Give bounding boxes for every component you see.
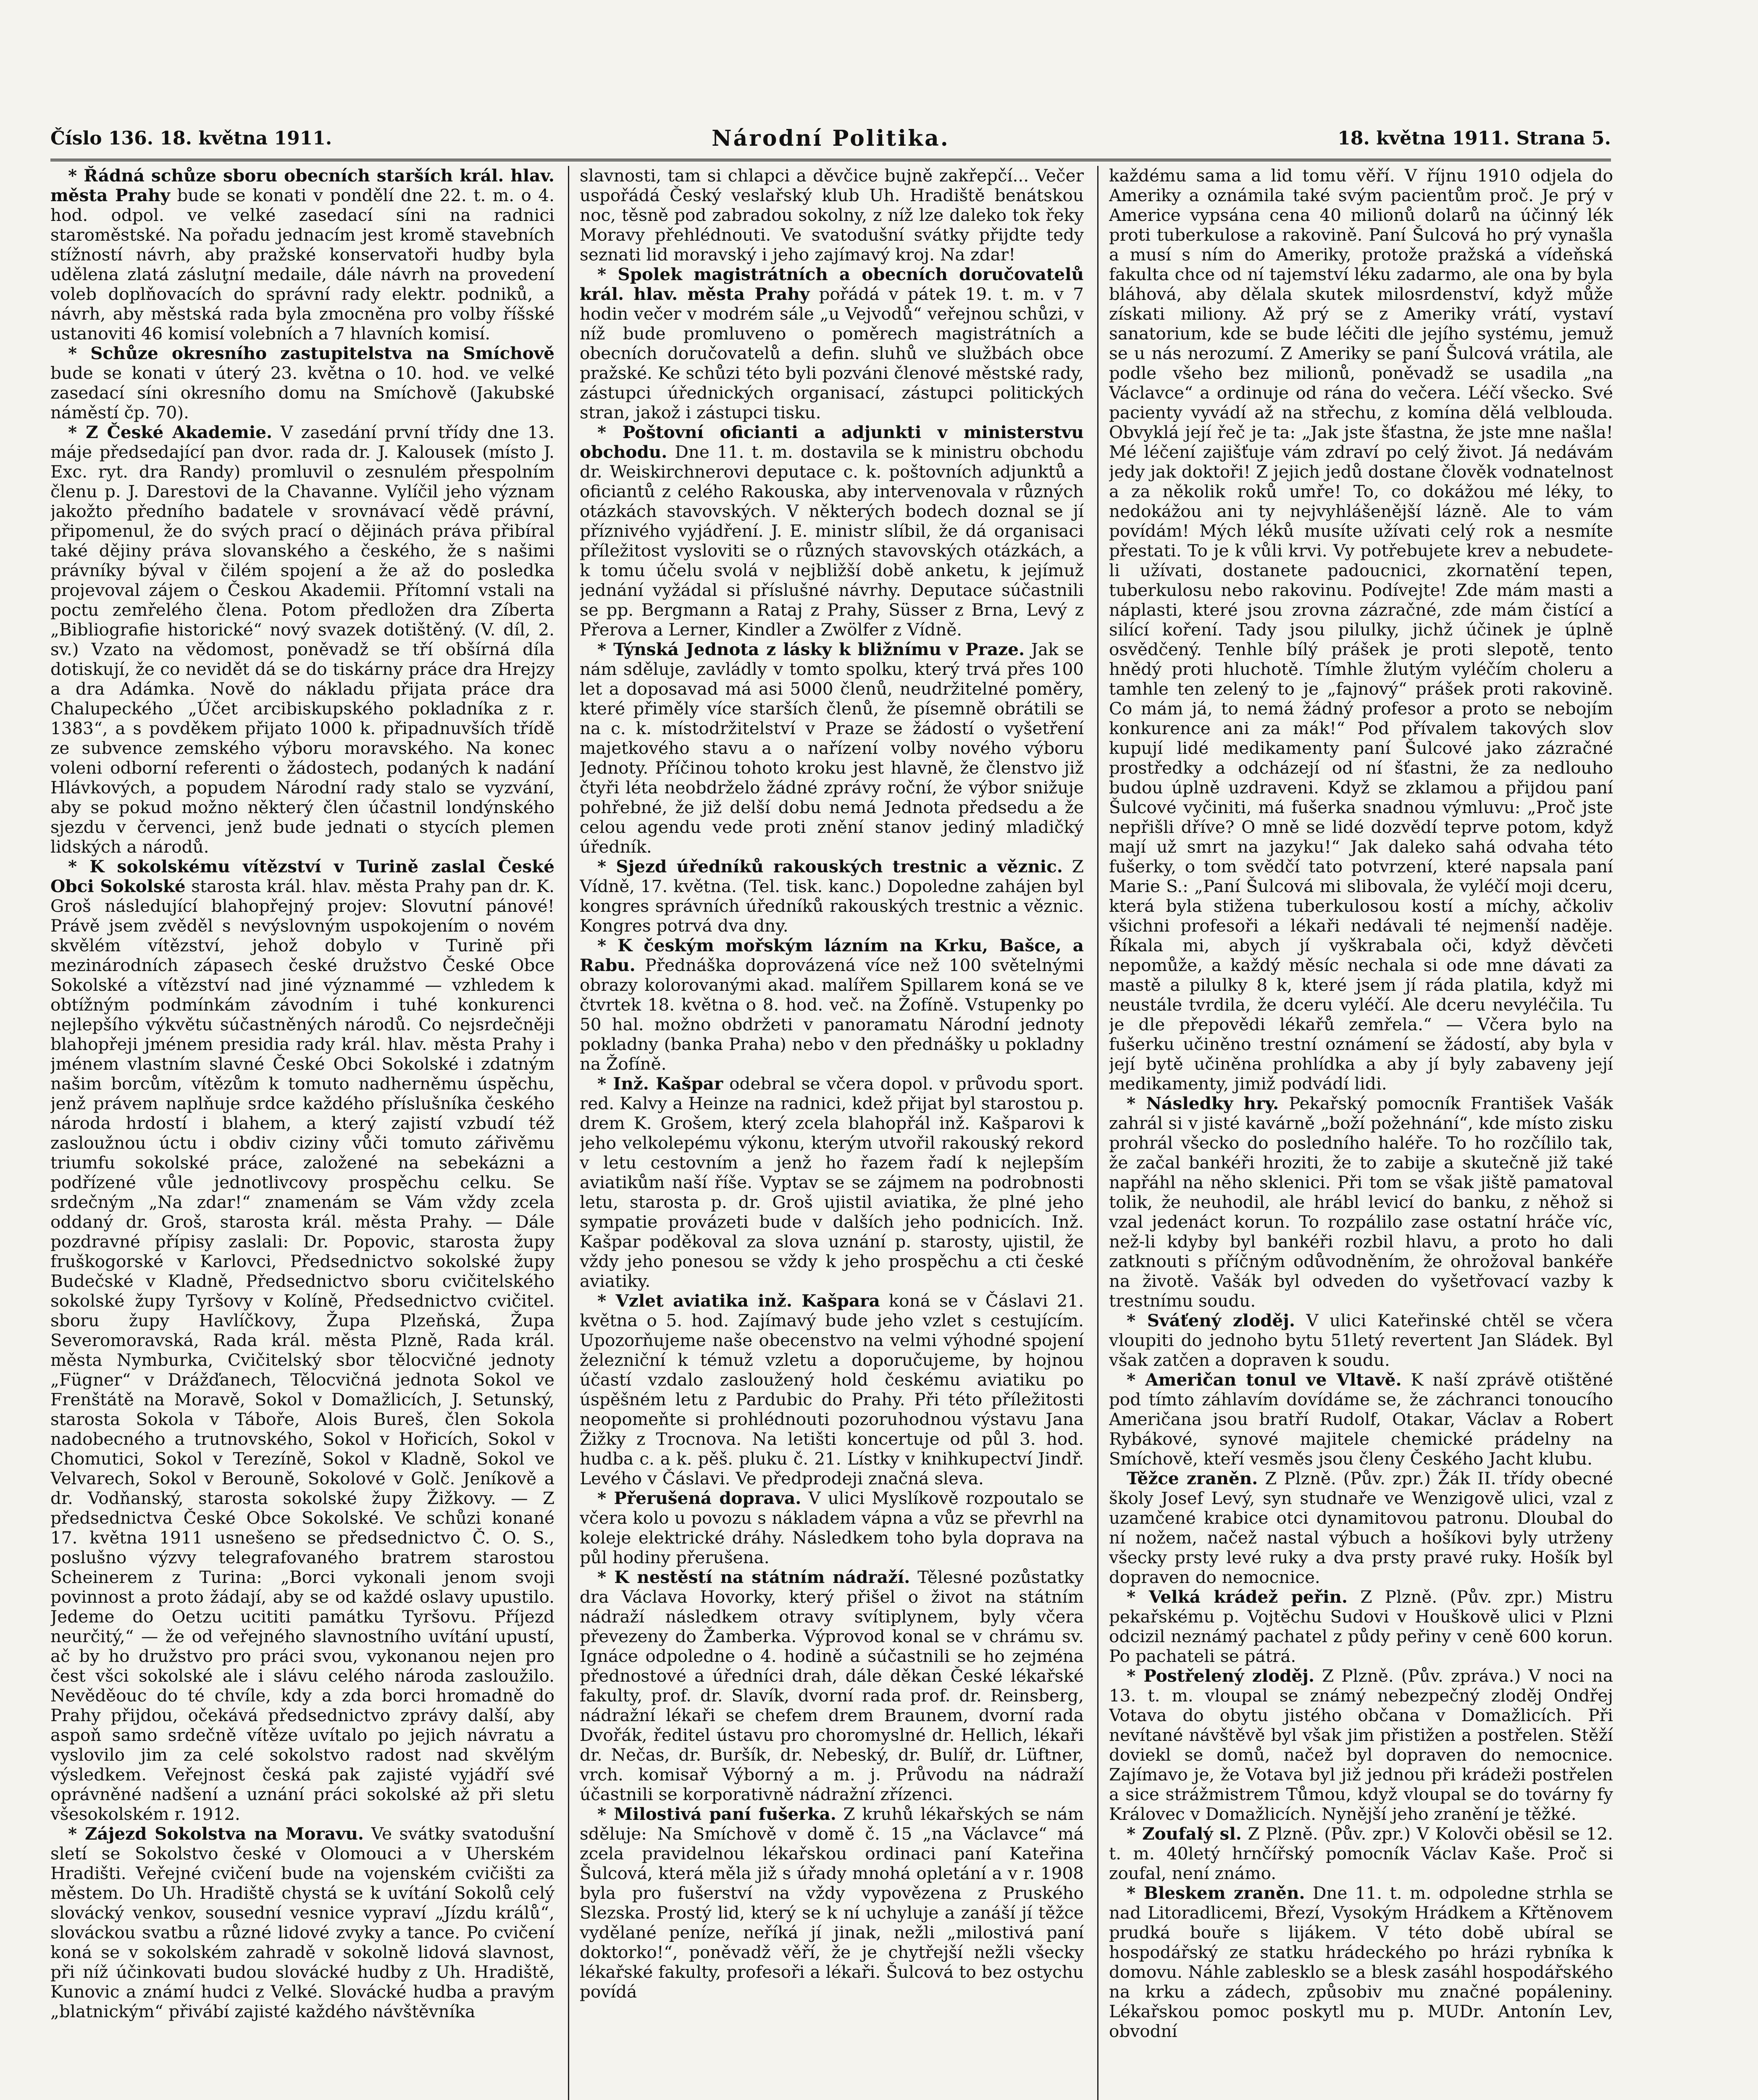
article-headline: * Velká krádež peřin.	[1127, 1587, 1348, 1607]
article	[1109, 1587, 1613, 1666]
article-body: bude se konati v pondělí dne 22. t. m. o 4. hod. odpol. ve velké zasedací síni na radnici staroměstské. Na pořadu jednacím jest kromě stavebních stížností návrh, aby pražské konservatoři hudby byla udělena zlatá zásluţní medaile, dále návrh na provedení voleb doplňovacích do správní rady elektr. podniků, a návrh, aby městská rada byla zmocněna pro volby říšské ustanoviti 46 komisí volebních a 7 hlavních komisí.	[50, 185, 554, 344]
article	[580, 1074, 1084, 1291]
article	[1109, 1883, 1613, 2041]
article-body: odebral se včera dopol. v průvodu sport. red. Kalvy a Heinze na radnici, kdež přijat byl starostou p. drem K. Grošem, který zcela blahopřál inž. Kašparovi k jeho velkolepému výkonu, kterým utvořil rakouský rekord v letu cestovním a jenž ho řazem řadí k nejlepším aviatikům naší říše. Vyptav se se zájmem na podrobnosti letu, starosta p. dr. Groš ujistil aviatika, že plné jeho sympatie provázeti bude v dalších jeho podnicích. Inž. Kašpar poděkoval za slova uznání p. starosty, ujistil, že vždy jeho ponesou se vždy k jeho prospěchu a cti české aviatiky.	[580, 1074, 1084, 1291]
article-headline: * Sjezd úředníků rakouských trestnic a věznic.	[597, 856, 1063, 877]
article	[580, 265, 1084, 423]
article-body: Dne 11. t. m. odpoledne strhla se nad Litoradlicemi, Březí, Vysokým Hrádkem a Křtěnovem prudká bouře s lijákem. V této době ubíral se hospodářský ze statku hrádeckého po hrázi rybníka k domovu. Náhle zablesklo se a blesk zasáhl hospodářského na krku a zádech, způsobiv mu značné popáleniny. Lékařskou pomoc poskytl mu p. MUDr. Antonín Lev, obvodní	[1109, 1883, 1613, 2041]
column-1	[50, 166, 554, 2100]
article-headline: * Postřelený zloděj.	[1127, 1666, 1315, 1686]
article-headline: * Z České Akademie.	[68, 422, 273, 442]
article-headline: * Sváťený zloděj.	[1127, 1310, 1296, 1331]
article	[1109, 1469, 1613, 1587]
article-headline: * Zájezd Sokolstva na Moravu.	[68, 1824, 364, 1844]
article	[50, 423, 554, 857]
article-headline: * Přerušená doprava.	[597, 1488, 801, 1508]
article	[580, 640, 1084, 857]
issue-number-date: Číslo 136. 18. května 1911.	[50, 128, 332, 149]
page-header	[50, 120, 1611, 158]
article-body: Z kruhů lékařských se nám sděluje: Na Smíchově v domě č. 15 „na Václavce“ má zcela pravidelnou lékařskou ordinaci paní Kateřina Šulcová, která měla již s úřady mnohá opletání a v r. 1908 byla pro fušerství na vždy vypovězena z Pruského Slezska. Prostý lid, který se k ní uchyluje a zanáší jí těžce vydělané peníze, neříká jí jinak, nežli „milostivá paní doktorko!“, poněvadž věří, že je chytřejší nežli všecky lékařské fakulty, profesoři a lékaři. Šulcová to bez ostychu povídá	[580, 1804, 1084, 2002]
article	[50, 166, 554, 344]
article	[1109, 166, 1613, 1094]
article-body: V zasedání první třídy dne 13. máje předsedající pan dvor. rada dr. J. Kalousek (místo J. Exc. ryt. dra Randy) promluvil o zesnulém přespolním členu p. J. Darestovi de la Chavanne. Vylíčil jeho význam jakožto předního badatele v srovnávací vědě právní, připomenul, že do svých prací o dějinách práva přibíral také dějiny práva slovanského a českého, že s našimi právníky býval v čilém spojení a že až do posledka projevoval zájem o Českou Akademii. Přítomní vstali na poctu zemřelého člena. Potom předložen dra Zíberta „Bibliografie historické“ nový svazek dotištěný. (V. díl, 2. sv.) Vzato na vědomost, poněvadž se tří obšírná díla dotiskují, že co nevidět dá se do tiskárny práce dra Hrejzy a dra Adámka. Nově do nákladu přijata práce dra Chalupeckého „Účet arcibiskupského pokladníka z r. 1383“, a s povděkem přijato 1000 k. připadnuvších třídě ze subvence zemského výboru moravského. Na konec voleni odborní referenti o žádostech, podaných k nadání Hlávkových, a popudem Národní rady stalo se vyzvání, aby se pokud možno některý člen účastnil londýnského sjezdu v červenci, jenž bude jednati o stycích plemen lidských a národů.	[50, 422, 554, 857]
article-body: slavnosti, tam si chlapci a děvčice bujně zakřepčí... Večer uspořádá Český veslařský klub Uh. Hradiště benátskou noc, těsně pod zabradou sokolny, z níž lze daleko tok řeky Moravy přehlédnouti. Ve svatodušní svátky přijdte tedy seznati lid moravský i jeho zajímavý kroj. Na zdar!	[580, 166, 1084, 265]
article-body: Přednáška doprovázená více než 100 světelnými obrazy kolorovanými akad. malířem Spillarem koná se ve čtvrtek 18. května o 8. hod. več. na Žofíně. Vstupenky po 50 hal. možno obdržeti v panoramatu Národní jednoty pokladny (banka Praha) nebo v den přednášky u pokladny na Žofíně.	[580, 955, 1084, 1074]
article	[1109, 1311, 1613, 1370]
article-headline: * Schůze okresního zastupitelstva na Smíchově	[68, 343, 554, 363]
column-divider	[1097, 166, 1098, 2100]
issue-date-page: 18. května 1911. Strana 5.	[1338, 128, 1611, 149]
article-body: Z Plzně. (Pův. zpráva.) V noci na 13. t. m. vloupal se známý nebezpečný zloděj Ondřej Votava do obytu jistého občana v Domažlicích. Při nevítané návštěvě byl však jim přistižen a postřelen. Stěží doviekl se domů, načež byl dopraven do nemocnice. Zajímavo je, že Votava byl již jednou při krádeži postřelen a sice strážmistrem Tůmou, když vloupal se do továrny fy Královec v Domažlicích. Nynější jeho zranění je těžké.	[1109, 1666, 1613, 1824]
article	[50, 344, 554, 423]
article-headline: * Týnská Jednota z lásky k bližnímu v Praze.	[597, 639, 1025, 659]
article-headline: * K českým mořským lázním na Krku, Bašce, a Rabu.	[580, 935, 1084, 975]
article-headline: * K nestěstí na státním nádraží.	[597, 1567, 910, 1587]
article-body: Pekařský pomocník František Vašák zahrál si v jisté kavárně „boží požehnání“, kde místo zisku prohrál všecko do posledního haléře. To ho rozčílilo tak, že začal bankéři hroziti, že to zabije a skutečně již také napřáhl na něho sklenici. Při tom se však jiště pamatoval tolik, že neuhodil, ale hrábl levicí do banku, z něhož si vzal jedenáct korun. To rozpálilo zase ostatní hráče víc, než-li kdyby byl bankéři rozbil hlavu, a proto ho dali zatknouti s příčným odůvodněním, že ohrožoval bankéře na životě. Vašák byl odveden do vyšetřovací vazby k trestnímu soudu.	[1109, 1093, 1613, 1311]
article	[1109, 1094, 1613, 1311]
article-headline: * Následky hry.	[1127, 1093, 1279, 1113]
article-body: Z Vídně, 17. května. (Tel. tisk. kanc.) Dopoledne zahájen byl kongres správních úředníků rakouských trestnic a věznic. Kongres potrvá dva dny.	[580, 856, 1084, 936]
article-body: Z Plzně. (Pův. zpr.) Žák II. třídy obecné školy Josef Levý, syn studnaře ve Wenzigově ulici, vzal z uzamčené krabice otci dynamitovou patronu. Dloubal do ní nožem, načež nastal výbuch a hošíkovi byly utrženy všecky prsty levé ruky a dva prsty pravé ruky. Hošík byl dopraven do nemocnice.	[1109, 1468, 1613, 1587]
article-headline: * K sokolskému vítězství v Turině zaslal České Obci Sokolské	[50, 856, 554, 896]
article-headline: * Zoufalý sl.	[1127, 1824, 1242, 1844]
article	[1109, 1666, 1613, 1824]
article-headline: * Poštovní oficianti a adjunkti v ministerstvu obchodu.	[580, 422, 1084, 462]
article	[50, 1824, 554, 2021]
masthead-title: Národní Politika.	[712, 126, 950, 151]
article-headline: * Spolek magistrátních a obecních doručovatelů král. hlav. města Prahy	[580, 264, 1084, 304]
article-headline: * Bleskem zraněn.	[1127, 1883, 1305, 1903]
article-body: starosta král. hlav. města Prahy pan dr. K. Groš následující blahopřejný projev: Slovutní pánové! Právě jsem zvěděl s nevýslovným uspokojením o novém skvělém vítězství, jehož dobylo v Turině při mezinárodních zápasech české družstvo České Obce Sokolské a vítězství nad jiné význammé — vzhledem k obtížným podmínkám závodním i tuhé konkurenci nejlepšího výkvětu súčastněných národů. Co nejsrdečněji blahopřeji jménem presidia rady král. hlav. města Prahy i jménem vlastním slavné České Obci Sokolské i zdatným našim borcům, vítězům k tomuto nadherněmu úspěchu, jenž právem naplňuje srdce každého příslušníka českého národa hrdostí i blahem, a který zajistí vzbudí též zasloužnou úctu i obdiv ciziny vůči tomuto zářivěmu triumfu sokolské práce, založené na sebekázni a podřízené vůle jednotlivcovy prospěchu celku. Se srdečným „Na zdar!“ znamenám se Vám vždy zcela oddaný dr. Groš, starosta král. města Prahy. — Dále pozdravné přípisy zaslali: Dr. Popovic, starosta župy fruškogorské v Karlovci, Předsednictvo sokolské župy Budečské v Kladně, Předsednictvo sboru cvičitelského sokolské župy Tyršovy v Kolíně, Předsednictvo cvičitel. sboru župy Havlíčkovy, Župa Plzeňská, Župa Severomoravská, Rada král. města Plzně, Rada král. města Nymburka, Cvičitelský sbor tělocvičné jednoty „Fügner“ v Drážďanech, Tělocvičná jednota Sokol ve Frenštátě na Moravě, Sokol v Domažlicích, J. Setunský, starosta Sokola v Táboře, Alois Bureš, člen Sokola nadobecného a trutnovského, Sokol v Hořicích, Sokol v Chomutici, Sokol v Terezíně, Sokol v Kladně, Sokol ve Velvarech, Sokol v Berouně, Sokolové v Golč. Jeníkově a dr. Vodňanský, starosta sokolské župy Žižkovy. — Z předsednictva České Obce Sokolské. Ve schůzi konané 17. května 1911 usnešeno se předsednictvo Č. O. S., poslušno výzvy telegrafovaného bratrem starostou Scheinerem z Turina: „Borci vykonali jenom svoji povinnost a proto žádají, aby se od každé oslavy upustilo. Jedeme do Oetzu ucititi památku Tyršovu. Příjezd neurčitý,“ — že od veřejného slavnostního uvítání upustí, ač by ho družstvo pro práci svou, vykonanou nejen pro čest všci sokolské ale i slávu celého národa zasloužilo. Nevěděouc do té chvíle, kdy a zda borci hromadně do Prahy přijdou, očekává předsednictvo zprávy další, aby aspoň samo srdečně vítěze uvítalo po jejich návratu a vyslovilo jim za celé sokolstvo radost nad skvělým výsledkem. Veřejnost česká pak zajisté vyjádří své oprávněné nadšení a uznání práci sokolské až při sletu všesokolském r. 1912.	[50, 876, 554, 1824]
article-headline: Těžce zraněn.	[1127, 1468, 1258, 1488]
article-body: Ve svátky svatodušní sletí se Sokolstvo české v Olomouci a v Uherském Hradišti. Veřejné cvičení bude na vojenském cvičišti za městem. Do Uh. Hradiště chystá se k uvítání Sokolů celý slovácký venkov, sousední vesnice vypraví „Jízdu králů“, slováckou svatbu a různé lidové zvyky a tance. Po cvičení koná se v sokolském zahradě v sokolně lidová slavnost, při níž účinkovati budou slovácké hudby z Uh. Hradiště, Kunovic a známí hudci z Velké. Slovácké hudba a pravým „blatnickým“ přivábí zajisté každého návštěvníka	[50, 1824, 554, 2021]
article	[580, 1804, 1084, 2002]
article-body: koná se v Čáslavi 21. května o 5. hod. Zajímavý bude jeho vzlet s cestujícím. Upozorňujeme naše obecenstvo na velmi výhodné spojení železniční k témuž vzletu a doporučujeme, by hojnou účastí vzdalo zasloužený hold českému aviatiku po úspěšném letu z Pardubic do Prahy. Při této příležitosti neopomeňte si prohlédnouti pozoruhodnou výstavu Jana Žižky z Trocnova. Na letišti koncertuje od půl 3. hod. hudba c. a k. pěš. pluku č. 21. Lístky v knihkupectví Jindř. Levého v Čáslavi. Ve předprodeji značná sleva.	[580, 1291, 1084, 1488]
article-headline: * Američan tonul ve Vltavě.	[1127, 1370, 1402, 1390]
article-body: K naší zprávě otištěné pod tímto záhlavím dovídáme se, že záchranci tonoucího Američana jsou bratří Rudolf, Otakar, Václav a Robert Rybákové, synové majitele chemické prádelny na Smíchově, kteří vesměs jsou členy Českého Jacht klubu.	[1109, 1370, 1613, 1469]
article-headline: * Vzlet aviatika inž. Kašpara	[597, 1291, 880, 1311]
article	[50, 857, 554, 1824]
article-body: Dne 11. t. m. dostavila se k ministru obchodu dr. Weiskirchnerovi deputace c. k. poštovních adjunktů a oficiantů z celého Rakouska, aby intervenovala v různých otázkách stavovských. V některých bodech doznal se jí příznivého vyjádření. J. E. ministr slíbil, že dá organisaci příležitost vysloviti se o různých stavovských otázkách, a k tomu účelu svolá v nejbližší době anketu, k jejímuž jednání vyžádal si příslušné návrhy. Deputace súčastnili se pp. Bergmann a Rataj z Prahy, Süsser z Brna, Levý z Přerova a Lerner, Kindler a Zwölfer z Vídně.	[580, 442, 1084, 640]
article	[580, 423, 1084, 640]
article-body: Jak se nám sděluje, zavládly v tomto spolku, který trvá přes 100 let a doposavad má asi 5000 členů, neudržitelné poměry, které přiměly více starších členů, že písemně obrátili se na c. k. místodržitelství v Praze se žádostí o vyšetření majetkového stavu a o nařízení volby nového výboru Jednoty. Příčinou tohoto kroku jest hlavně, že členstvo již čtyři léta neobdrželo žádné zprávy roční, že výbor snižuje pohřebné, že již delší dobu nemá Jednota předsedu a že celou agendu vede proti znění stanov jediný mladičký úředník.	[580, 639, 1084, 857]
article-headline: * Řádná schůze sboru obecních starších král. hlav. města Prahy	[50, 166, 554, 205]
article-body: V ulici Myslíkově rozpoutalo se včera kolo u povozu s nákladem vápna a vůz se převrhl na koleje elektrické dráhy. Následkem toho byla doprava na půl hodiny přerušena.	[580, 1488, 1084, 1567]
column-divider	[568, 166, 569, 2100]
article-body: pořádá v pátek 19. t. m. v 7 hodin večer v modrém sále „u Vejvodů“ veřejnou schůzi, v níž bude promluveno o poměrech magistrátních a obecních doručovatelů a defin. sluhů ve službách obce pražské. Ke schůzi této byli pozváni členové městské rady, zástupci úřednických organisací, zástupci politických stran, jakož i zástupci tisku.	[580, 284, 1084, 423]
header-rule	[50, 159, 1611, 161]
article	[580, 857, 1084, 936]
article	[1109, 1370, 1613, 1469]
article-body: Z Plzně. (Pův. zpr.) V Kolovči oběsil se 12. t. m. 40letý hrnčířský pomocník Václav Kaše. Proč si zoufal, není známo.	[1109, 1824, 1613, 1883]
column-3	[1109, 166, 1613, 2100]
article-body: V ulici Kateřinské chtěl se včera vloupiti do jednoho bytu 51letý revertent Jan Sládek. Byl však zatčen a dopraven k soudu.	[1109, 1310, 1613, 1370]
article	[580, 1488, 1084, 1567]
article	[580, 166, 1084, 265]
article	[580, 1291, 1084, 1488]
article	[580, 1567, 1084, 1804]
article-body: Tělesné pozůstatky dra Václava Hovorky, který přišel o život na státním nádraží následkem otravy svítiplynem, byly včera převezeny do Žamberka. Výprovod konal se v chrámu sv. Ignáce odpoledne o 4. hodině a súčastnili se ho zejména přednostové a úředníci drah, dále děkan České lékařské fakulty, prof. dr. Slavík, dvorní rada prof. dr. Reinsberg, nádražní lékaři se chefem drem Braunem, dvorní rada Dvořák, ředitel ústavu pro choromyslné dr. Hellich, lékaři dr. Nečas, dr. Buršík, dr. Nebeský, dr. Bulíř, dr. Lüftner, vrch. komisař Výborný a m. j. Průvodu na nádraží účastnili se korporativně nádražní zřízenci.	[580, 1567, 1084, 1804]
article-body: bude se konati v úterý 23. května o 10. hod. ve velké zasedací síni okresního domu na Smíchově (Jakubské náměstí čp. 70).	[50, 363, 554, 423]
article-body: Z Plzně. (Pův. zpr.) Mistru pekařskému p. Vojtěchu Sudovi v Houškově ulici v Plzni odcizil neznámý pachatel z půdy peřiny v ceně 600 korun. Po pachateli se pátrá.	[1109, 1587, 1613, 1666]
article-headline: * Inž. Kašpar	[597, 1074, 723, 1094]
article	[580, 936, 1084, 1074]
article	[1109, 1824, 1613, 1883]
column-2	[580, 166, 1084, 2100]
article-body: každému sama a lid tomu věří. V říjnu 1910 odjela do Ameriky a oznámila také svým pacientům proč. Je prý v Americe vypsána cena 40 milionů dolarů na účinný lék proti tuberkulose a rakovině. Paní Šulcová ho prý vynašla a musí s ním do Ameriky, protože pražská a vídeňská fakulta chce od ní tajemství léku zadarmo, ale ona by byla bláhová, aby dělala skutek milosrdenství, když může získati miliony. Až prý se z Ameriky vrátí, vystaví sanatorium, kde se bude léčiti dle jejího systému, jemuž se u nás nerozumí. Z Ameriky se paní Šulcová vrátila, ale podle všeho bez milionů, poněvadž se usadila „na Václavce“ a ordinuje od rána do večera. Léčí všecko. Své pacienty vyvádí až na střechu, z komína dělá velblouda. Obvyklá její řeč je ta: „Jak jste šťastna, že jste mne našla! Mé léčení zajišťuje vám zdraví po celý život. Já nedávám jedy jak doktoři! Z jejich jedů dostane člověk vodnatelnost a za několik roků umře! To, co dokážou mé léky, to nedokážou ani ty nejvyhlášenější lázně. Ale to vám povídám! Mých léků musíte užívati celý rok a nesmíte přestati. To je k vůli krvi. Vy potřebujete krev a nebudete-li užívati, dostanete padoucnici, zkornatění tepen, tuberkulosu nebo rakovinu. Podívejte! Zde mám masti a náplasti, které jsou zrovna zázračné, zde mám čistící a silící koření. Tady jsou pilulky, jichž účinek je úplně osvědčený. Tenhle bílý prášek je proti slepotě, tento hnědý proti hluchotě. Tímhle žlutým vyléčím choleru a tamhle ten zelený to je „fajnový“ prášek proti rakovině. Co mám já, to nemá žádný profesor a proto se nebojím konkurence ani za mák!“ Pod přívalem takových slov kupují lidé medikamenty paní Šulcové jako zázračné prostředky a odcházejí od ní šťastni, že za nedlouho budou úplně uzdraveni. Když se zklamou a přijdou paní Šulcové vyčiniti, má fušerka snadnou výmluvu: „Proč jste nepřišli dříve? O mně se lidé dozvědí teprve potom, když mají už smrt na jazyku!“ Jak daleko sahá odvaha této fušerky, o tom svědčí tato potvrzení, které napsala paní Marie S.: „Paní Šulcová mi slibovala, že vyléčí moji dceru, která byla stižena tuberkulosou kostí a míchy, ačkoliv všichni profesoři a lékaři nedávali té nejmenší naděje. Říkala mi, abych jí vyškrabala oči, když děvčeti nepomůže, a každý měsíc nechala si ode mne dávati za mastě a pilulky 8 k, které jsem jí ráda platila, když mi neustále tvrdila, že dceru vyléčí. Ale dceru nevyléčila. Tu je dle přepovědi lékařů zemřela.“ — Včera bylo na fušerku učiněno trestní oznámení se žádostí, aby byla v její bytě učiněna prohlídka a aby jí byly zabaveny její medikamenty, jimiž podvádí lidi.	[1109, 166, 1613, 1094]
article-headline: * Milostivá paní fušerka.	[597, 1804, 836, 1824]
